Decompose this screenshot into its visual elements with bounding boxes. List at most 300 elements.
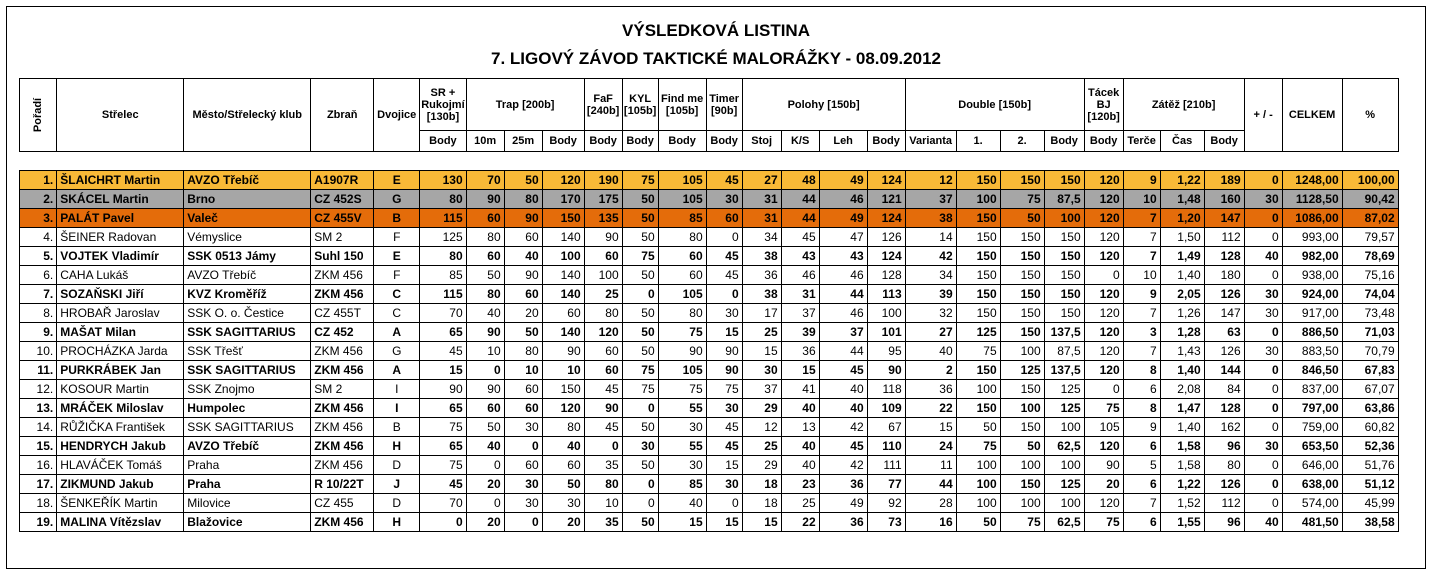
table-cell: 87,02	[1342, 209, 1398, 228]
header-timer: Timer [90b]	[706, 79, 742, 131]
table-row	[20, 437, 1399, 456]
table-cell: 5.	[20, 247, 57, 266]
header-zatez: Zátěž [210b]	[1123, 79, 1244, 131]
table-cell: 14	[905, 228, 956, 247]
table-cell: SSK Znojmo	[184, 380, 311, 399]
table-cell: 100	[542, 247, 584, 266]
table-cell: 993,00	[1282, 228, 1342, 247]
table-cell: SSK O. o. Čestice	[184, 304, 311, 323]
table-cell: 30	[706, 399, 742, 418]
table-cell: 150	[1000, 247, 1044, 266]
table-cell: 78,69	[1342, 247, 1398, 266]
table-cell: 41	[781, 380, 819, 399]
table-cell: 100	[1044, 456, 1084, 475]
table-cell: 982,00	[1282, 247, 1342, 266]
table-cell: 70,79	[1342, 342, 1398, 361]
table-cell: 44	[781, 190, 819, 209]
table-cell: 0	[706, 285, 742, 304]
table-cell: 1,55	[1160, 513, 1204, 532]
table-cell: 837,00	[1282, 380, 1342, 399]
table-cell: 1,50	[1160, 228, 1204, 247]
table-cell: 30	[504, 418, 542, 437]
table-cell: 50	[622, 513, 658, 532]
table-cell: 63	[1204, 323, 1244, 342]
table-cell: 9	[1123, 171, 1160, 190]
table-cell: 27	[905, 323, 956, 342]
table-cell: 40	[1244, 247, 1282, 266]
table-cell: 150	[956, 399, 1000, 418]
table-cell: 90	[706, 342, 742, 361]
table-cell: 917,00	[1282, 304, 1342, 323]
table-cell: MRÁČEK Miloslav	[57, 399, 184, 418]
table-cell: 90	[504, 209, 542, 228]
table-cell: 1,49	[1160, 247, 1204, 266]
table-cell: 43	[819, 247, 867, 266]
table-row	[20, 228, 1399, 247]
table-cell: 43	[781, 247, 819, 266]
table-cell: 180	[1204, 266, 1244, 285]
table-cell: 9.	[20, 323, 57, 342]
table-cell: 75	[420, 418, 466, 437]
table-cell: 1128,50	[1282, 190, 1342, 209]
table-cell: 150	[1044, 247, 1084, 266]
table-cell: 10.	[20, 342, 57, 361]
table-cell: HROBAŘ Jaroslav	[57, 304, 184, 323]
table-cell: 150	[956, 285, 1000, 304]
table-cell: 150	[1044, 285, 1084, 304]
table-cell: 30	[1244, 304, 1282, 323]
table-cell: 1,43	[1160, 342, 1204, 361]
table-cell: 120	[1084, 228, 1123, 247]
table-cell: 45	[781, 228, 819, 247]
table-cell: 80	[504, 190, 542, 209]
table-cell: 162	[1204, 418, 1244, 437]
table-cell: 55	[658, 437, 706, 456]
table-cell: 50	[622, 342, 658, 361]
table-cell: 40	[466, 437, 504, 456]
table-cell: 646,00	[1282, 456, 1342, 475]
table-cell: 150	[1000, 171, 1044, 190]
table-cell: 100	[956, 494, 1000, 513]
table-cell: 14.	[20, 418, 57, 437]
table-cell: 60	[542, 304, 584, 323]
table-cell: 12	[905, 171, 956, 190]
table-cell: 8.	[20, 304, 57, 323]
table-cell: 30	[504, 494, 542, 513]
table-cell: 40	[504, 247, 542, 266]
table-cell: 112	[1204, 494, 1244, 513]
table-cell: 15	[706, 513, 742, 532]
header-faf: FaF [240b]	[584, 79, 622, 131]
table-cell: 124	[867, 247, 905, 266]
table-cell: 36	[742, 266, 781, 285]
table-cell: 118	[867, 380, 905, 399]
table-cell: I	[374, 399, 420, 418]
table-cell: A1907R	[311, 171, 374, 190]
header-percent: %	[1342, 79, 1398, 152]
table-row	[20, 266, 1399, 285]
table-cell: 111	[867, 456, 905, 475]
table-cell: 140	[542, 228, 584, 247]
table-cell: 144	[1204, 361, 1244, 380]
table-cell: 40	[781, 456, 819, 475]
table-cell: 10	[584, 494, 622, 513]
table-cell: 0	[1244, 380, 1282, 399]
table-cell: 1,22	[1160, 475, 1204, 494]
table-cell: 90	[466, 323, 504, 342]
table-cell: PROCHÁZKA Jarda	[57, 342, 184, 361]
table-cell: ZKM 456	[311, 513, 374, 532]
table-cell: 100	[1000, 399, 1044, 418]
table-cell: 36	[819, 513, 867, 532]
table-cell: 60	[466, 209, 504, 228]
table-cell: 3	[1123, 323, 1160, 342]
table-cell: 109	[867, 399, 905, 418]
table-cell: 137,5	[1044, 323, 1084, 342]
table-cell: 150	[1000, 475, 1044, 494]
table-cell: 40	[905, 342, 956, 361]
table-cell: SOZAŇSKI Jiří	[57, 285, 184, 304]
table-cell: 51,12	[1342, 475, 1398, 494]
table-cell: 60	[658, 247, 706, 266]
table-cell: 4.	[20, 228, 57, 247]
table-cell: 44	[781, 209, 819, 228]
table-cell: 0	[1244, 399, 1282, 418]
table-cell: 16.	[20, 456, 57, 475]
table-cell: C	[374, 304, 420, 323]
table-cell: 9	[1123, 285, 1160, 304]
table-cell: 1,58	[1160, 437, 1204, 456]
table-cell: 90	[658, 342, 706, 361]
header-dvojice: Dvojice	[374, 79, 420, 152]
table-cell: ŠLAICHRT Martin	[57, 171, 184, 190]
table-cell: 80	[504, 342, 542, 361]
table-cell: 45	[706, 171, 742, 190]
table-cell: 45	[706, 266, 742, 285]
table-cell: 8	[1123, 361, 1160, 380]
table-cell: 27	[742, 171, 781, 190]
table-cell: 80	[584, 304, 622, 323]
table-cell: 11	[905, 456, 956, 475]
table-cell: 135	[584, 209, 622, 228]
table-cell: 100	[584, 266, 622, 285]
table-cell: D	[374, 456, 420, 475]
table-cell: 125	[420, 228, 466, 247]
table-cell: 101	[867, 323, 905, 342]
table-cell: Praha	[184, 475, 311, 494]
table-cell: 924,00	[1282, 285, 1342, 304]
table-cell: 0	[1244, 171, 1282, 190]
table-cell: 30	[1244, 190, 1282, 209]
table-cell: 65	[420, 437, 466, 456]
table-cell: 96	[1204, 513, 1244, 532]
header-trap: Trap [200b]	[466, 79, 584, 131]
table-cell: VOJTEK Vladimír	[57, 247, 184, 266]
table-cell: 22	[905, 399, 956, 418]
table-cell: 150	[1000, 285, 1044, 304]
table-cell: 55	[658, 399, 706, 418]
table-cell: 120	[1084, 209, 1123, 228]
header-sr: SR + Rukojmí [130b]	[420, 79, 466, 131]
table-cell: 150	[542, 209, 584, 228]
table-cell: 0	[466, 361, 504, 380]
table-cell: 13	[781, 418, 819, 437]
table-cell: 75	[706, 380, 742, 399]
subheader-cell: Body	[706, 131, 742, 152]
table-cell: 8	[1123, 399, 1160, 418]
table-cell: 1,48	[1160, 190, 1204, 209]
table-cell: ZKM 456	[311, 342, 374, 361]
header-poradi: Pořadí	[20, 79, 57, 152]
table-cell: 30	[504, 475, 542, 494]
table-cell: 125	[956, 323, 1000, 342]
table-cell: 0	[1244, 418, 1282, 437]
table-cell: 60	[584, 247, 622, 266]
table-cell: PURKRÁBEK Jan	[57, 361, 184, 380]
table-cell: 20	[466, 513, 504, 532]
table-cell: 90	[584, 228, 622, 247]
table-cell: 120	[1084, 342, 1123, 361]
table-cell: 18.	[20, 494, 57, 513]
table-cell: 30	[658, 456, 706, 475]
table-cell: 40	[466, 304, 504, 323]
table-cell: 90	[542, 342, 584, 361]
table-cell: 90	[504, 266, 542, 285]
table-cell: 20	[1084, 475, 1123, 494]
table-cell: 42	[819, 456, 867, 475]
table-cell: 100	[1044, 494, 1084, 513]
table-cell: 35	[584, 456, 622, 475]
table-cell: 100	[956, 456, 1000, 475]
table-row	[20, 247, 1399, 266]
table-cell: 20	[504, 304, 542, 323]
table-cell: 49	[819, 209, 867, 228]
table-cell: 115	[420, 209, 466, 228]
table-cell: 100,00	[1342, 171, 1398, 190]
table-cell: 2	[905, 361, 956, 380]
table-cell: 42	[905, 247, 956, 266]
table-cell: H	[374, 513, 420, 532]
table-cell: G	[374, 190, 420, 209]
table-cell: CZ 452	[311, 323, 374, 342]
table-cell: 46	[819, 304, 867, 323]
table-cell: 1,40	[1160, 418, 1204, 437]
table-cell: 85	[420, 266, 466, 285]
table-cell: 70	[466, 171, 504, 190]
table-cell: Praha	[184, 456, 311, 475]
results-body	[20, 171, 1399, 532]
table-cell: 38	[742, 285, 781, 304]
table-cell: 40	[542, 437, 584, 456]
table-cell: J	[374, 475, 420, 494]
table-cell: 120	[542, 171, 584, 190]
table-cell: 80	[584, 475, 622, 494]
table-cell: 80	[542, 418, 584, 437]
table-cell: 150	[1000, 266, 1044, 285]
table-cell: 11.	[20, 361, 57, 380]
table-cell: 6	[1123, 513, 1160, 532]
table-cell: 60	[584, 342, 622, 361]
table-cell: CAHA Lukáš	[57, 266, 184, 285]
table-cell: Brno	[184, 190, 311, 209]
table-cell: 34	[742, 228, 781, 247]
table-cell: 120	[584, 323, 622, 342]
table-cell: 0	[504, 437, 542, 456]
table-cell: SM 2	[311, 228, 374, 247]
table-cell: 50	[622, 266, 658, 285]
table-cell: 120	[1084, 323, 1123, 342]
table-cell: 130	[420, 171, 466, 190]
table-cell: 15	[905, 418, 956, 437]
table-cell: 0	[1244, 475, 1282, 494]
table-cell: 126	[1204, 285, 1244, 304]
table-cell: 37	[905, 190, 956, 209]
table-cell: 3.	[20, 209, 57, 228]
subheader-cell: Body	[584, 131, 622, 152]
page-subtitle: 7. LIGOVÝ ZÁVOD TAKTICKÉ MALORÁŽKY - 08.09.2012	[491, 49, 941, 68]
table-cell: 44	[819, 285, 867, 304]
table-cell: 30	[706, 304, 742, 323]
table-cell: 0	[1084, 266, 1123, 285]
table-cell: 15	[706, 456, 742, 475]
table-cell: 39	[905, 285, 956, 304]
table-cell: 30	[706, 190, 742, 209]
table-cell: 883,50	[1282, 342, 1342, 361]
table-cell: 75	[956, 437, 1000, 456]
table-cell: CZ 452S	[311, 190, 374, 209]
table-cell: 22	[781, 513, 819, 532]
table-cell: 120	[1084, 437, 1123, 456]
table-cell: 15	[706, 323, 742, 342]
table-cell: 60	[504, 399, 542, 418]
table-cell: 938,00	[1282, 266, 1342, 285]
table-cell: 100	[1000, 342, 1044, 361]
table-cell: 100	[956, 380, 1000, 399]
subheader-cell: 25m	[504, 131, 542, 152]
table-cell: B	[374, 418, 420, 437]
table-cell: KVZ Kroměříž	[184, 285, 311, 304]
table-cell: 0	[1244, 228, 1282, 247]
table-cell: 95	[867, 342, 905, 361]
table-cell: 79,57	[1342, 228, 1398, 247]
table-cell: I	[374, 380, 420, 399]
table-cell: 15.	[20, 437, 57, 456]
table-cell: A	[374, 361, 420, 380]
table-cell: 128	[867, 266, 905, 285]
table-cell: 15	[781, 361, 819, 380]
table-cell: 45,99	[1342, 494, 1398, 513]
table-cell: 75	[1084, 399, 1123, 418]
table-cell: 50	[622, 323, 658, 342]
table-cell: 85	[658, 475, 706, 494]
table-cell: 6	[1123, 380, 1160, 399]
header-strelec: Střelec	[57, 79, 184, 152]
table-cell: 150	[1044, 304, 1084, 323]
table-cell: 75	[622, 171, 658, 190]
table-cell: 92	[867, 494, 905, 513]
table-cell: HLAVÁČEK Tomáš	[57, 456, 184, 475]
table-cell: 126	[867, 228, 905, 247]
table-cell: 65	[420, 399, 466, 418]
table-cell: 150	[1000, 418, 1044, 437]
table-cell: 150	[1044, 171, 1084, 190]
table-cell: 45	[584, 418, 622, 437]
table-row	[20, 513, 1399, 532]
table-cell: 23	[781, 475, 819, 494]
table-cell: 150	[1000, 228, 1044, 247]
table-cell: 15	[420, 361, 466, 380]
table-cell: 50	[622, 418, 658, 437]
table-cell: 170	[542, 190, 584, 209]
table-cell: 7	[1123, 209, 1160, 228]
table-cell: 1,52	[1160, 494, 1204, 513]
table-cell: 10	[504, 361, 542, 380]
table-cell: 90	[584, 399, 622, 418]
table-cell: 100	[1044, 209, 1084, 228]
table-cell: 175	[584, 190, 622, 209]
table-cell: HENDRYCH Jakub	[57, 437, 184, 456]
table-cell: 18	[742, 475, 781, 494]
table-cell: 75	[956, 342, 1000, 361]
table-row	[20, 323, 1399, 342]
table-cell: 100	[867, 304, 905, 323]
table-cell: 120	[1084, 171, 1123, 190]
table-cell: 30	[542, 494, 584, 513]
table-cell: 137,5	[1044, 361, 1084, 380]
table-cell: 87,5	[1044, 342, 1084, 361]
table-cell: 60	[504, 228, 542, 247]
table-row	[20, 285, 1399, 304]
table-cell: 75	[622, 380, 658, 399]
table-cell: 34	[905, 266, 956, 285]
table-cell: 7	[1123, 228, 1160, 247]
table-cell: 75	[1000, 513, 1044, 532]
table-cell: 128	[1204, 247, 1244, 266]
table-cell: 105	[658, 361, 706, 380]
results-table	[19, 78, 1399, 532]
table-cell: SSK SAGITTARIUS	[184, 361, 311, 380]
table-cell: B	[374, 209, 420, 228]
table-cell: 7	[1123, 342, 1160, 361]
table-cell: 39	[781, 323, 819, 342]
header-kyl: KYL [105b]	[622, 79, 658, 131]
table-cell: 121	[867, 190, 905, 209]
table-cell: 40	[1244, 513, 1282, 532]
table-cell: 120	[1084, 247, 1123, 266]
table-cell: A	[374, 323, 420, 342]
table-cell: 50	[466, 266, 504, 285]
table-cell: G	[374, 342, 420, 361]
table-cell: 7.	[20, 285, 57, 304]
table-cell: 125	[1044, 399, 1084, 418]
table-cell: 60	[504, 380, 542, 399]
table-row	[20, 361, 1399, 380]
table-cell: 60	[504, 456, 542, 475]
table-cell: 0	[466, 456, 504, 475]
table-row	[20, 380, 1399, 399]
table-cell: ZIKMUND Jakub	[57, 475, 184, 494]
table-cell: 67	[867, 418, 905, 437]
table-cell: 70	[420, 304, 466, 323]
table-cell: Vémyslice	[184, 228, 311, 247]
page-title: VÝSLEDKOVÁ LISTINA	[622, 21, 810, 40]
table-cell: 0	[622, 494, 658, 513]
table-cell: 125	[1044, 380, 1084, 399]
table-cell: ZKM 456	[311, 437, 374, 456]
table-cell: 150	[956, 209, 1000, 228]
table-cell: 638,00	[1282, 475, 1342, 494]
table-cell: 6	[1123, 437, 1160, 456]
